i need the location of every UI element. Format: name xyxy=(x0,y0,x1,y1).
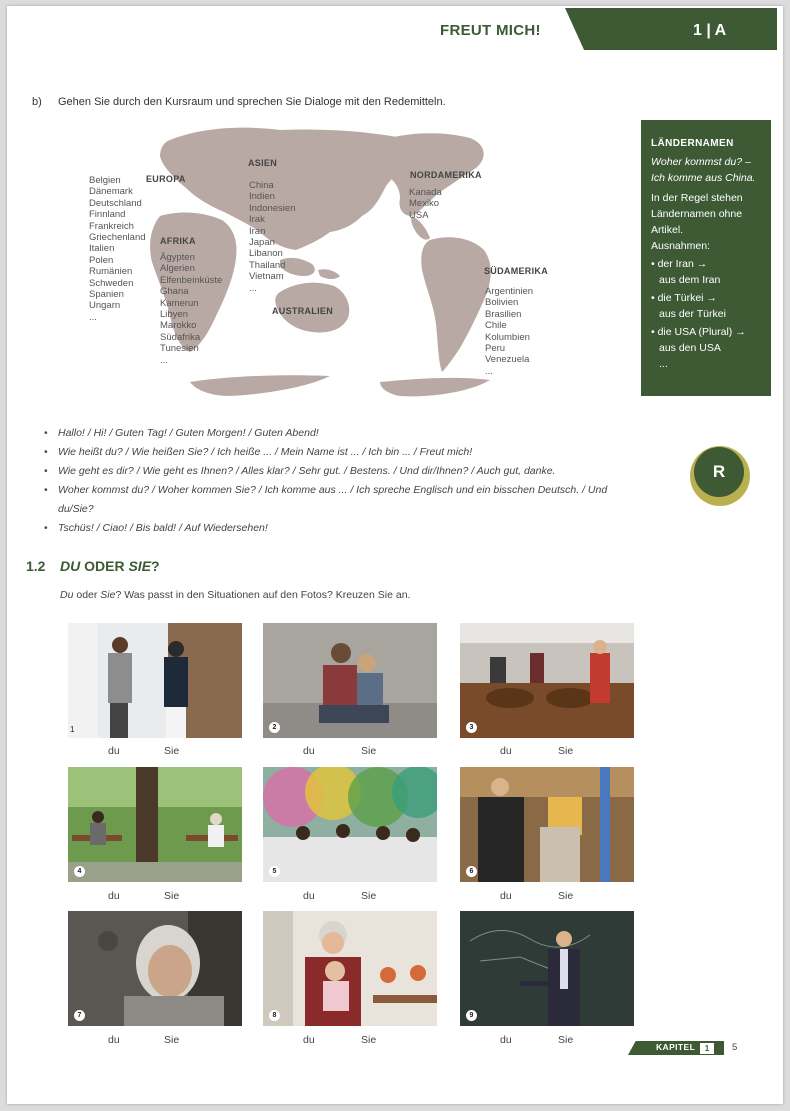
region-nordamerika: NORDAMERIKA xyxy=(410,170,482,180)
photo-number: 9 xyxy=(466,1010,477,1021)
country-nordamerika: Mexiko xyxy=(409,198,440,210)
country-suedamerika: Argentinien xyxy=(485,286,534,297)
choice-sie[interactable]: Sie xyxy=(164,890,180,902)
country-suedamerika: Bolivien xyxy=(485,297,519,309)
choice-du[interactable]: du xyxy=(108,745,120,757)
sidebar-exception xyxy=(651,324,762,356)
country-europa: Belgien xyxy=(89,175,121,186)
choice-sie[interactable]: Sie xyxy=(558,1034,574,1046)
country-europa: Griechenland xyxy=(89,232,146,244)
task-letter: b) xyxy=(32,96,42,108)
photo-7 xyxy=(68,911,242,1026)
photo-number: 7 xyxy=(74,1010,85,1021)
choice-sie[interactable]: Sie xyxy=(164,745,180,757)
country-afrika: ... xyxy=(160,354,168,366)
country-afrika: Algerien xyxy=(160,263,195,275)
photo-9 xyxy=(460,911,634,1026)
section-title: DU ODER SIE? xyxy=(60,558,160,574)
choice-sie[interactable]: Sie xyxy=(164,1034,180,1046)
country-europa: Italien xyxy=(89,243,115,255)
sidebar-example-question: Woher kommst du? – xyxy=(651,156,751,168)
sidebar-exceptions-label: Ausnahmen: xyxy=(651,240,710,252)
exception-line: aus den USA xyxy=(659,342,721,354)
country-afrika: Kamerun xyxy=(160,297,199,309)
phrase-item: • Tschüs! / Ciao! / Bis bald! / Auf Wiedersehen! xyxy=(58,519,618,538)
choice-du[interactable]: du xyxy=(303,1034,315,1046)
country-suedamerika: Kolumbien xyxy=(485,331,530,343)
list-suedamerika xyxy=(485,286,533,377)
choice-sie[interactable]: Sie xyxy=(361,1034,377,1046)
country-europa: Schweden xyxy=(89,277,134,289)
country-europa: Deutschland xyxy=(89,197,142,209)
photo-4 xyxy=(68,767,242,882)
task-instruction: Gehen Sie durch den Kursraum und sprechen Sie Dialoge mit den Redemitteln. xyxy=(58,96,446,108)
photo-number: 5 xyxy=(269,866,280,877)
choice-du[interactable]: du xyxy=(500,1034,512,1046)
phrase-item: • Wie heißt du? / Wie heißen Sie? / Ich heiße ... / Mein Name ist ... / Ich bin ... / Freut mich! xyxy=(58,443,618,462)
country-europa: Polen xyxy=(89,254,114,266)
country-europa: Frankreich xyxy=(89,220,134,232)
choice-du[interactable]: du xyxy=(303,890,315,902)
chapter-number: 1 xyxy=(700,1043,714,1054)
region-suedamerika: SÜDAMERIKA xyxy=(484,266,549,276)
choice-du[interactable]: du xyxy=(500,890,512,902)
region-australien: AUSTRALIEN xyxy=(272,306,333,316)
country-asien: Vietnam xyxy=(249,271,284,283)
country-nordamerika: Kanada xyxy=(409,187,442,198)
exception-line: • die Türkei → xyxy=(651,292,717,304)
redemittel-badge: R xyxy=(694,447,744,497)
photo-number: 1 xyxy=(70,725,75,734)
sidebar-title: LÄNDERNAMEN xyxy=(651,138,734,149)
choice-sie[interactable]: Sie xyxy=(361,890,377,902)
country-europa: Dänemark xyxy=(89,186,133,198)
list-asien xyxy=(249,180,295,294)
country-afrika: Elfenbeinküste xyxy=(160,274,223,286)
region-afrika: AFRIKA xyxy=(160,236,196,246)
country-europa: Rumänien xyxy=(89,266,133,278)
choice-sie[interactable]: Sie xyxy=(558,890,574,902)
photo-1 xyxy=(68,623,242,738)
unit-code: 1 | A xyxy=(693,22,727,39)
exception-line: aus der Türkei xyxy=(659,308,726,320)
phrase-item: • Wie geht es dir? / Wie geht es Ihnen? / Alles klar? / Sehr gut. / Bestens. / Und dir/Ihnen? / Auch gut, danke. xyxy=(58,462,618,481)
phrase-list xyxy=(58,424,618,538)
sidebar-laendernamen xyxy=(641,120,771,396)
photo-number: 2 xyxy=(269,722,280,733)
choice-du[interactable]: du xyxy=(500,745,512,757)
country-asien: Thailand xyxy=(249,259,286,271)
photo-6 xyxy=(460,767,634,882)
sidebar-exception xyxy=(651,290,762,322)
choice-sie[interactable]: Sie xyxy=(558,745,574,757)
choice-du[interactable]: du xyxy=(108,890,120,902)
photo-2 xyxy=(263,623,437,738)
country-europa: Ungarn xyxy=(89,300,121,312)
country-europa: ... xyxy=(89,311,97,323)
country-asien: Indien xyxy=(249,191,275,203)
page-number: 5 xyxy=(732,1042,738,1053)
country-afrika: Ghana xyxy=(160,286,189,298)
exception-line: • der Iran → xyxy=(651,258,708,270)
choice-du[interactable]: du xyxy=(108,1034,120,1046)
choice-sie[interactable]: Sie xyxy=(361,745,377,757)
header-banner xyxy=(565,8,777,50)
photo-number: 8 xyxy=(269,1010,280,1021)
country-suedamerika: ... xyxy=(485,365,493,377)
phrase-item: • Woher kommst du? / Woher kommen Sie? / Ich komme aus ... / Ich spreche Englisch und ein bisschen Deutsch. / Und du/Sie? xyxy=(58,481,618,519)
photo-number: 4 xyxy=(74,866,85,877)
region-asien: ASIEN xyxy=(248,158,278,168)
country-asien: ... xyxy=(249,282,257,294)
country-afrika: Marokko xyxy=(160,320,197,332)
country-asien: Libanon xyxy=(249,248,283,260)
section-instruction: Du oder Sie? Was passt in den Situationen auf den Fotos? Kreuzen Sie an. xyxy=(60,589,411,601)
photo-3 xyxy=(460,623,634,738)
exception-line: • die USA (Plural) → xyxy=(651,326,746,338)
country-asien: China xyxy=(249,180,274,191)
country-afrika: Ägypten xyxy=(160,252,195,263)
country-asien: Iran xyxy=(249,225,266,237)
sidebar-example-answer: Ich komme aus China. xyxy=(651,172,756,184)
country-afrika: Südafrika xyxy=(160,331,201,343)
region-europa: EUROPA xyxy=(146,174,186,184)
country-afrika: Libyen xyxy=(160,309,188,321)
country-suedamerika: Chile xyxy=(485,320,507,332)
photo-8 xyxy=(263,911,437,1026)
choice-du[interactable]: du xyxy=(303,745,315,757)
country-europa: Finnland xyxy=(89,209,126,221)
phrase-item: • Hallo! / Hi! / Guten Tag! / Guten Morgen! / Guten Abend! xyxy=(58,424,618,443)
country-asien: Indonesien xyxy=(249,202,296,214)
sidebar-exception xyxy=(651,256,762,288)
list-nordamerika xyxy=(409,187,442,221)
country-suedamerika: Brasilien xyxy=(485,308,522,320)
country-suedamerika: Peru xyxy=(485,343,506,355)
country-suedamerika: Venezuela xyxy=(485,354,530,366)
country-afrika: Tunesien xyxy=(160,343,199,355)
chapter-label: KAPITEL xyxy=(656,1042,696,1052)
sidebar-rule: In der Regel stehen Ländernamen ohne Artikel. xyxy=(651,192,743,236)
photo-number: 6 xyxy=(466,866,477,877)
country-asien: Japan xyxy=(249,237,275,249)
list-afrika xyxy=(160,252,222,366)
exception-line: aus dem Iran xyxy=(659,274,721,286)
section-number: 1.2 xyxy=(26,558,46,574)
photo-5 xyxy=(263,767,437,882)
country-europa: Spanien xyxy=(89,289,124,301)
country-asien: Irak xyxy=(249,214,265,226)
photo-number: 3 xyxy=(466,722,477,733)
header-title: FREUT MICH! xyxy=(440,22,541,39)
sidebar-ellipsis: ... xyxy=(659,358,668,370)
list-europa xyxy=(89,175,146,323)
country-nordamerika: USA xyxy=(409,209,429,221)
